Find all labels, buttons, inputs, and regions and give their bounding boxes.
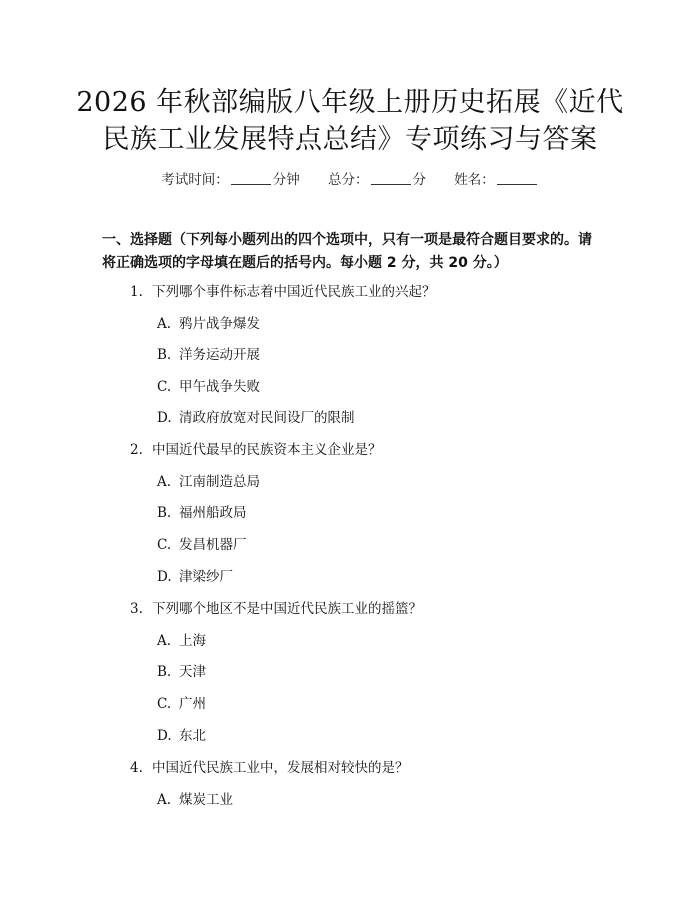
q3-option-d xyxy=(157,726,206,746)
document-title-line2: 民族工业发展特点总结》专项练习与答案 xyxy=(102,124,598,155)
score-unit: 分 xyxy=(412,172,426,188)
option-letter: C. xyxy=(157,537,172,553)
question-4 xyxy=(130,758,409,778)
option-letter: B. xyxy=(157,664,172,680)
question-text: 下列哪个事件标志着中国近代民族工业的兴起？ xyxy=(152,284,436,300)
option-text: 江南制造总局 xyxy=(179,474,260,490)
option-letter: B. xyxy=(157,505,172,521)
option-letter: D. xyxy=(157,410,172,426)
time-label: 考试时间： xyxy=(161,172,229,188)
option-letter: A. xyxy=(157,792,172,808)
q2-option-a xyxy=(157,472,260,492)
document-title-line1: 2026 年秋部编版八年级上册历史拓展《近代 xyxy=(76,87,624,118)
option-letter: D. xyxy=(157,728,172,744)
option-text: 洋务运动开展 xyxy=(179,347,260,363)
question-2 xyxy=(130,440,382,460)
question-1 xyxy=(130,282,436,302)
exam-meta-line xyxy=(0,168,700,188)
question-number: 2. xyxy=(130,442,143,458)
option-letter: A. xyxy=(157,316,172,332)
option-text: 发昌机器厂 xyxy=(179,537,247,553)
option-letter: C. xyxy=(157,696,172,712)
q2-option-b xyxy=(157,503,247,523)
time-blank xyxy=(231,172,271,185)
option-text: 东北 xyxy=(179,728,206,744)
question-number: 3. xyxy=(130,601,143,617)
question-3 xyxy=(130,599,422,619)
option-letter: B. xyxy=(157,347,172,363)
score-field xyxy=(328,172,430,188)
name-field xyxy=(454,172,539,188)
option-text: 福州船政局 xyxy=(179,505,247,521)
option-text: 广州 xyxy=(179,696,206,712)
name-label: 姓名： xyxy=(454,172,495,188)
option-text: 煤炭工业 xyxy=(179,792,233,808)
question-text: 下列哪个地区不是中国近代民族工业的摇篮？ xyxy=(152,601,422,617)
q1-option-d xyxy=(157,408,355,428)
option-text: 鸦片战争爆发 xyxy=(179,316,260,332)
option-text: 清政府放宽对民间设厂的限制 xyxy=(179,410,355,426)
question-text: 中国近代最早的民族资本主义企业是？ xyxy=(152,442,382,458)
question-text: 中国近代民族工业中，发展相对较快的是？ xyxy=(152,760,409,776)
section-heading-line2: 将正确选项的字母填在题后的括号内。每小题 2 分，共 20 分。） xyxy=(102,255,508,271)
time-unit: 分钟 xyxy=(272,172,300,188)
q2-option-d xyxy=(157,567,233,587)
time-field xyxy=(161,172,304,188)
option-letter: A. xyxy=(157,633,172,649)
option-letter: C. xyxy=(157,379,172,395)
q3-option-a xyxy=(157,631,206,651)
score-label: 总分： xyxy=(328,172,369,188)
q3-option-b xyxy=(157,662,206,682)
score-blank xyxy=(371,172,411,185)
q4-option-a xyxy=(157,790,233,810)
option-text: 甲午战争失败 xyxy=(179,379,260,395)
name-blank xyxy=(497,172,537,185)
q1-option-c xyxy=(157,377,260,397)
option-letter: D. xyxy=(157,569,172,585)
q2-option-c xyxy=(157,535,247,555)
option-text: 天津 xyxy=(179,664,206,680)
question-number: 1. xyxy=(130,284,143,300)
q1-option-b xyxy=(157,345,260,365)
section-heading xyxy=(102,229,602,275)
q3-option-c xyxy=(157,694,206,714)
section-heading-line1: 一、选择题（下列每小题列出的四个选项中，只有一项是最符合题目要求的。请 xyxy=(102,232,592,248)
option-letter: A. xyxy=(157,474,172,490)
q1-option-a xyxy=(157,314,260,334)
question-number: 4. xyxy=(130,760,143,776)
option-text: 上海 xyxy=(179,633,206,649)
option-text: 津梁纱厂 xyxy=(179,569,233,585)
